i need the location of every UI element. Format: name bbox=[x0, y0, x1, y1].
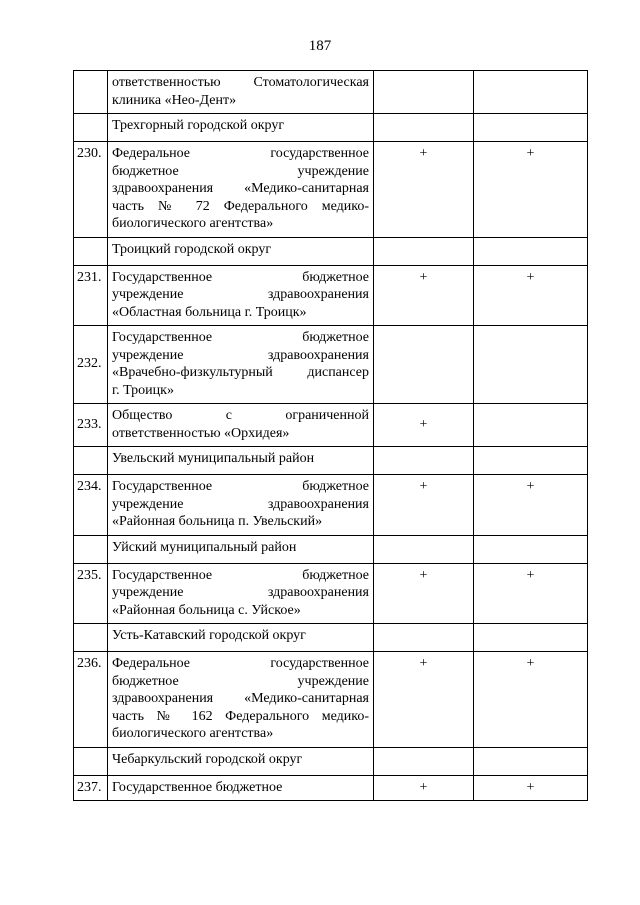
name-line: Государственное бюджетное bbox=[112, 479, 369, 494]
name-line: бюджетное учреждение bbox=[112, 163, 369, 179]
row-number: 234. bbox=[74, 475, 108, 536]
mark-cell-a bbox=[374, 447, 474, 475]
name-line: Государственное бюджетное bbox=[112, 269, 369, 285]
name-line: «Областная больница г. Троицк» bbox=[112, 304, 307, 320]
name-line: Государственное бюджетное bbox=[112, 330, 369, 345]
region-name: Трехгорный городской округ bbox=[108, 114, 374, 142]
region-row bbox=[74, 114, 588, 142]
row-number: 236. bbox=[74, 652, 108, 748]
name-line: здравоохранения «Медико-санитарная bbox=[112, 691, 369, 706]
mark-cell-a: + bbox=[374, 142, 474, 238]
mark-cell-b: + bbox=[474, 142, 588, 238]
organization-name bbox=[108, 775, 374, 801]
mark-cell-a bbox=[374, 624, 474, 652]
organization-name bbox=[108, 475, 374, 536]
region-row bbox=[74, 747, 588, 775]
region-row bbox=[74, 535, 588, 563]
mark-cell-a: + bbox=[374, 475, 474, 536]
mark-cell-a bbox=[374, 747, 474, 775]
number-cell bbox=[74, 624, 108, 652]
organization-name bbox=[108, 563, 374, 624]
name-line: учреждение здравоохранения bbox=[112, 287, 369, 302]
mark-cell-a bbox=[374, 71, 474, 114]
organization-name bbox=[108, 326, 374, 404]
name-line: учреждение здравоохранения bbox=[112, 347, 369, 363]
organization-name bbox=[108, 265, 374, 326]
mark-cell-a bbox=[374, 535, 474, 563]
organization-row bbox=[74, 652, 588, 748]
mark-cell-a: + bbox=[374, 404, 474, 447]
mark-cell-a: + bbox=[374, 563, 474, 624]
number-cell bbox=[74, 237, 108, 265]
mark-cell-b: + bbox=[474, 652, 588, 748]
medical-organizations-table bbox=[73, 70, 588, 801]
mark-cell-b: + bbox=[474, 775, 588, 801]
name-line: «Районная больница с. Уйское» bbox=[112, 602, 301, 618]
name-line: ответственностью «Орхидея» bbox=[112, 425, 290, 441]
name-line: ответственностью Стоматологическая bbox=[112, 75, 369, 90]
mark-cell-b bbox=[474, 326, 588, 404]
name-line: учреждение здравоохранения bbox=[112, 585, 369, 600]
region-name: Усть-Катавский городской округ bbox=[108, 624, 374, 652]
page-number: 187 bbox=[308, 38, 332, 54]
name-line: Государственное бюджетное bbox=[112, 779, 283, 795]
row-number: 232. bbox=[74, 326, 108, 404]
mark-cell-b bbox=[474, 237, 588, 265]
organization-name bbox=[108, 652, 374, 748]
mark-cell-b: + bbox=[474, 563, 588, 624]
name-line: г. Троицк» bbox=[112, 382, 174, 398]
organization-name bbox=[108, 404, 374, 447]
organization-name bbox=[108, 142, 374, 238]
name-line: часть № 162 Федерального медико- bbox=[112, 708, 369, 724]
name-line: здравоохранения «Медико-санитарная bbox=[112, 181, 369, 196]
number-cell bbox=[74, 747, 108, 775]
organization-row bbox=[74, 475, 588, 536]
name-line: Федеральное государственное bbox=[112, 656, 369, 671]
name-line: «Районная больница п. Увельский» bbox=[112, 514, 323, 529]
mark-cell-a: + bbox=[374, 265, 474, 326]
region-name: Троицкий городской округ bbox=[108, 237, 374, 265]
organization-name bbox=[108, 71, 374, 114]
mark-cell-a: + bbox=[374, 652, 474, 748]
organization-row bbox=[74, 775, 588, 801]
row-number: 233. bbox=[74, 404, 108, 447]
region-row bbox=[74, 624, 588, 652]
organization-row bbox=[74, 265, 588, 326]
mark-cell-a bbox=[374, 237, 474, 265]
mark-cell-b bbox=[474, 447, 588, 475]
mark-cell-b bbox=[474, 404, 588, 447]
mark-cell-b bbox=[474, 114, 588, 142]
mark-cell-a bbox=[374, 326, 474, 404]
mark-cell-b bbox=[474, 535, 588, 563]
name-line: биологического агентства» bbox=[112, 726, 274, 741]
name-line: учреждение здравоохранения bbox=[112, 496, 369, 512]
number-cell bbox=[74, 114, 108, 142]
name-line: «Врачебно-физкультурный диспансер bbox=[112, 365, 369, 380]
mark-cell-b bbox=[474, 71, 588, 114]
mark-cell-b bbox=[474, 624, 588, 652]
name-line: Общество с ограниченной bbox=[112, 408, 369, 423]
mark-cell-b: + bbox=[474, 475, 588, 536]
number-cell bbox=[74, 447, 108, 475]
mark-cell-a: + bbox=[374, 775, 474, 801]
mark-cell-b: + bbox=[474, 265, 588, 326]
name-line: биологического агентства» bbox=[112, 216, 274, 231]
organization-row bbox=[74, 142, 588, 238]
row-number: 231. bbox=[74, 265, 108, 326]
name-line: Федеральное государственное bbox=[112, 146, 369, 161]
number-cell bbox=[74, 535, 108, 563]
continuation-row bbox=[74, 71, 588, 114]
region-name: Чебаркульский городской округ bbox=[108, 747, 374, 775]
name-line: клиника «Нео-Дент» bbox=[112, 92, 237, 108]
name-line: часть № 72 Федерального медико- bbox=[112, 198, 369, 214]
region-row bbox=[74, 237, 588, 265]
region-row bbox=[74, 447, 588, 475]
organization-row bbox=[74, 326, 588, 404]
mark-cell-a bbox=[374, 114, 474, 142]
row-number: 235. bbox=[74, 563, 108, 624]
row-number: 237. bbox=[74, 775, 108, 801]
name-line: бюджетное учреждение bbox=[112, 673, 369, 689]
organization-row bbox=[74, 404, 588, 447]
region-name: Увельский муниципальный район bbox=[108, 447, 374, 475]
mark-cell-b bbox=[474, 747, 588, 775]
organization-row bbox=[74, 563, 588, 624]
name-line: Государственное бюджетное bbox=[112, 567, 369, 583]
row-number bbox=[74, 71, 108, 114]
region-name: Уйский муниципальный район bbox=[108, 535, 374, 563]
row-number: 230. bbox=[74, 142, 108, 238]
